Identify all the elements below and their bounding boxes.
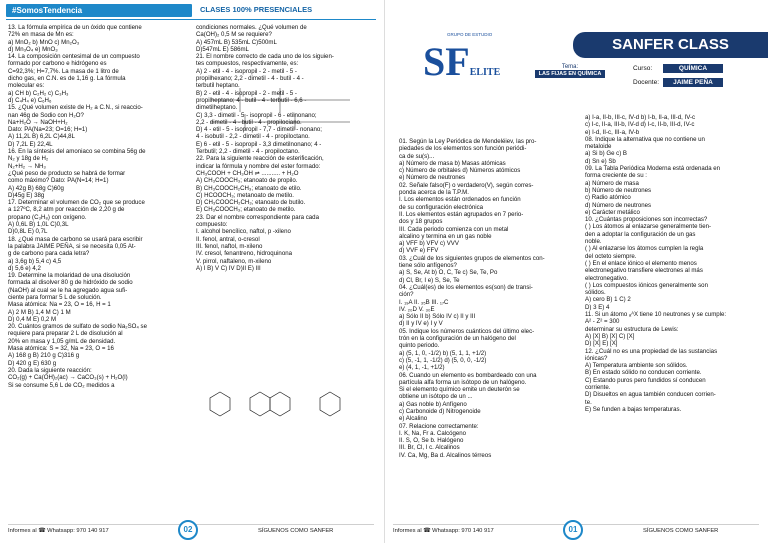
text-line: propilheptano; 4 - butil - 4 - terbutil - 6,6 - xyxy=(196,96,307,104)
text-line: dos y 18 grupos xyxy=(399,218,443,226)
text-line: 02. Señale falso(F) o verdadero(V), según corres- xyxy=(399,181,534,189)
text-line: D) 7,2L E) 22,4L xyxy=(8,140,53,148)
text-line: D)45g E) 38g xyxy=(8,191,45,199)
text-line: 14. La composición centesimal de un compuesto xyxy=(8,53,140,61)
text-line: a) MnO₂ b) MnO c) Mn₂O₃ xyxy=(8,38,80,46)
text-line: del octeto siempre. xyxy=(585,252,637,260)
text-line: III. fenol, naftol, m-xileno xyxy=(196,242,263,250)
text-line: 2,2 - dimetil - 4 - butil - 4 - propilociano. xyxy=(196,118,302,126)
text-line: E) Se funden a bajas temperaturas. xyxy=(585,405,682,413)
text-line: A) cero B) 1 C) 2 xyxy=(585,296,631,304)
text-line: d) Cl, Br, I e) S, Se, Te xyxy=(399,276,460,284)
text-line: CO₂(g) + Ca(OH)₂(ac) → CaCO₃(s) + H₂O(l) xyxy=(8,374,128,382)
text-line: c) I-c, II-a, III-b, IV-d d) I-c, II-b, III-d, IV-c xyxy=(585,121,695,129)
text-line: trón en la configuración de un halógeno del xyxy=(399,335,516,343)
text-line: E) 6 - etil - 5 - isopropil - 3,3 dimetilnonano; 4 - xyxy=(196,140,322,148)
text-line: 04. ¿Cuál(es) de los elementos es(son) de transi- xyxy=(399,283,533,291)
text-line: 13. La fórmula empírica de un óxido que contiene xyxy=(8,24,142,31)
text-line: 09. La Tabla Periódica Moderna está ordenada en xyxy=(585,165,721,173)
text-line: II. Los elementos están agrupados en 7 perio- xyxy=(399,210,524,218)
text-line: propilhexano; 2,2 - dimetil - 4 - butil - 4 - xyxy=(196,75,304,83)
text-line: requiere para preparar 2 L de disolución al xyxy=(8,330,123,338)
text-line: ca de su(s)... xyxy=(399,152,435,160)
right-column-1 xyxy=(399,138,577,459)
text-line: D) 420 g E) 630 g xyxy=(8,359,57,367)
text-line: Ca(OH)₂ 0,5 M se requiere? xyxy=(196,31,272,39)
text-line: IV. cresol, fenantreno, hidroquinona xyxy=(196,250,292,258)
text-line: E) CH₃COOCH₃; etanoato de metilo. xyxy=(196,206,296,214)
text-line: B) CH₃COOCH₂CH₃; etanoato de etilo. xyxy=(196,184,302,192)
page-number: 01 xyxy=(563,520,583,540)
text-line: A) 457mL B) 535mL C)500mL xyxy=(196,38,277,46)
text-line: ción? xyxy=(399,291,414,299)
text-line: a) VFF b) VFV c) VVV xyxy=(399,240,459,248)
left-column-2 xyxy=(196,24,376,272)
text-line: 03. ¿Cuál de los siguientes grupos de elementos con- xyxy=(399,254,545,262)
social-label: SÍGUENOS COMO SANFER xyxy=(643,528,719,534)
text-line: obtiene un isótopo de un ... xyxy=(399,393,473,401)
aromatic-structures-figure xyxy=(200,382,370,432)
text-line: partícula alfa forma un isótopo de un halógeno. xyxy=(399,378,527,386)
whatsapp-info: Informes al ☎ Whatsapp: 970 140 917 xyxy=(8,528,109,534)
text-line: d) VVF e) FFV xyxy=(399,247,439,255)
text-line: 20. Cuántos gramos de sulfato de sodio Na₂SO₄ se xyxy=(8,323,147,331)
text-line: e) Alcalino xyxy=(399,415,428,423)
text-line: IV. ₂₀D V. ₃₀E xyxy=(399,305,435,313)
text-line: ponda acerca de la T.P.M. xyxy=(399,189,469,197)
text-line: la palabra JAIME PEÑA, si se necesita 0,05 At- xyxy=(8,242,136,250)
text-line: 17. Determinar el volumen de CO₂ que se produce xyxy=(8,199,145,207)
right-column-2 xyxy=(585,114,761,413)
text-line: C) HCOOCH₃; metanoato de metilo. xyxy=(196,191,294,199)
text-line: g de carbono para cada letra? xyxy=(8,250,90,258)
text-line: a) I-a, II-b, III-c, IV-d b) I-b, II-a, III-d, IV-c xyxy=(585,114,696,121)
text-line: Masa atómica: S = 32, Na = 23, O = 16 xyxy=(8,345,114,353)
text-line: A) Temperatura ambiente son sólidos. xyxy=(585,362,688,370)
text-line: I. K, Na, Fr a. Calcógeno xyxy=(399,429,467,437)
text-line: CH₃COOH + CH₃OH ⇌ ........... + H₂O xyxy=(196,169,299,177)
text-line: A) I B) V C) IV D)II E) III xyxy=(196,264,261,272)
text-line: formado por carbono e hidrógeno es xyxy=(8,60,107,68)
text-line: e) I-d, II-c, III-a, IV-b xyxy=(585,128,640,136)
text-line: D) 0,4 M E) 0,2 M xyxy=(8,315,57,323)
text-line: 22. Para la siguiente reacción de esterificación, xyxy=(196,155,324,163)
sanfer-class-brand: SANFER CLASS xyxy=(573,32,768,58)
text-line: nan 46g de Sodio con H₂O? xyxy=(8,111,84,119)
text-line: electronegativo. xyxy=(585,274,629,282)
text-line: indicar la fórmula y nombre del ester formado: xyxy=(196,162,321,170)
text-line: I. Los elementos están ordenados en función xyxy=(399,196,521,204)
text-line: c) Número de orbitales d) Números atómicos xyxy=(399,167,521,175)
text-line: terbutil heptano. xyxy=(196,82,240,90)
text-line: A) 2 - etil - 4 - isopropil - 2 - metil - 5 - xyxy=(196,67,297,75)
text-line: Masa atómica: Na = 23, O = 16, H = 1 xyxy=(8,301,111,309)
text-line: iónicas? xyxy=(585,354,608,362)
text-line: a) S, Se, At b) O, C, Te c) Se, Te, Po xyxy=(399,269,498,277)
text-line: d) C₄H₄ e) C₆H₆ xyxy=(8,96,52,104)
text-line: metaloide xyxy=(585,143,612,151)
text-line: 23. Dar el nombre correspondiente para cada xyxy=(196,213,319,221)
text-line: III. Cada periodo comienza con un metal xyxy=(399,225,509,233)
text-line: 15. ¿Qué volumen existe de H₂ a C.N., si reaccio- xyxy=(8,104,143,112)
left-column-1 xyxy=(8,24,186,389)
text-line: 21. El nombre correcto de cada uno de los siguien- xyxy=(196,53,334,61)
text-line: dicho gas, en C.N. es de 1,16 g. La fórmula xyxy=(8,75,126,83)
whatsapp-info: Informes al ☎ Whatsapp: 970 140 917 xyxy=(393,528,494,534)
text-line: V. pirrol, naftaleno, m-xileno xyxy=(196,257,272,265)
text-line: dimetilheptano. xyxy=(196,104,238,112)
text-line: 08. Indique la alternativa que no contiene un xyxy=(585,135,705,143)
text-line: c) (5, -1, 1, -1/2) d) (5, 0, 0, -1/2) xyxy=(399,356,487,364)
text-line: ( ) En el enlace iónico el elemento menos xyxy=(585,259,697,267)
text-line: A) 2 M B) 1,4 M C) 1 M xyxy=(8,308,71,316)
text-line: 20% en masa y 1,05 g/mL de densidad. xyxy=(8,337,116,345)
text-line: 01. Según la Ley Periódica de Mendeléiev, las pro- xyxy=(399,138,537,145)
text-line: b) Número de neutrones xyxy=(585,186,652,194)
text-line: A) 168 g B) 210 g C)316 g xyxy=(8,352,80,360)
text-line: c) Carbonoide d) Nitrogenoide xyxy=(399,407,481,415)
text-line: D)0,8L E) 0,7L xyxy=(8,228,48,236)
clases-presenciales-label: CLASES 100% PRESENCIALES xyxy=(200,5,313,14)
text-line: D) 3 E) 4 xyxy=(585,303,610,311)
text-line: ( ) Al enlazarse los átomos cumplen la regla xyxy=(585,245,704,253)
text-line: A) 11,2L B) 6,2L C)44,8L xyxy=(8,133,75,141)
text-line: 20. Dada la siguiente reacción: xyxy=(8,366,92,374)
text-line: D) Disueltos en agua también conducen corrien- xyxy=(585,391,716,399)
text-line: determinar su estructura de Lewis: xyxy=(585,325,679,333)
text-line: noble. xyxy=(585,238,602,246)
logo-badge: GRUPO DE ESTUDIO xyxy=(447,32,493,37)
text-line: sólidos. xyxy=(585,289,606,297)
text-line: a) Número de masa xyxy=(585,179,639,187)
text-line: a) Si b) Ge c) B xyxy=(585,150,627,158)
text-line: Na+H₂O → NaOH+H₂ xyxy=(8,118,68,126)
text-line: D) [X] E) [X] xyxy=(585,340,618,348)
text-line: 19. Determine la molaridad de una disolución xyxy=(8,272,131,280)
text-line: quinto periodo. xyxy=(399,342,440,350)
text-line: 10. ¿Cuántas proposiciones son incorrectas? xyxy=(585,216,708,224)
text-line: B) 2 - etil - 4 - isopropil - 2 - metil - 5 - xyxy=(196,89,297,97)
text-line: compuesto: xyxy=(196,221,228,229)
text-line: alcalino y termina en un gas noble xyxy=(399,232,492,240)
text-line: C) 3,3 - dimetil - 5 - isopropil - 6 - etilnonano; xyxy=(196,111,317,119)
text-line: D) 4 - etil - 5 - isopropil - 7,7 - dimetil - nonano; xyxy=(196,126,322,134)
text-line: A) 42g B) 68g C)60g xyxy=(8,184,64,192)
text-line: d) 5,6 e) 4,2 xyxy=(8,264,41,272)
somostendencia-tag: #SomosTendencia xyxy=(6,4,192,17)
text-line: de su configuración electrónica xyxy=(399,203,484,211)
text-line: A) 0,6L B) 1,0L C)0,3L xyxy=(8,221,69,229)
text-line: propano (C₃H₈) con oxígeno. xyxy=(8,213,87,221)
text-line: den a adoptar la configuración de un gas xyxy=(585,230,696,238)
text-line: a) 3,6g b) 5,4 c) 4,5 xyxy=(8,257,62,265)
organic-structures-figure xyxy=(200,80,370,130)
text-line: B) En estado sólido no conducen corriente. xyxy=(585,369,702,377)
text-line: ( ) Los átomos al enlazarse generalmente tien- xyxy=(585,223,712,231)
text-line: III. Br, Cl, I c. Alcalinos xyxy=(399,444,460,452)
text-line: te. xyxy=(585,398,592,406)
text-line: d) II y IV e) I y V xyxy=(399,320,443,328)
text-line: I. ₁₉A II. ₃₅B III. ₁₇C xyxy=(399,298,449,306)
text-line: molecular es: xyxy=(8,82,45,90)
text-line: d) Número de neutrones xyxy=(585,201,652,209)
text-line: formada al disolver 80 g de hidróxido de sodio xyxy=(8,279,133,287)
header-divider xyxy=(6,19,376,20)
text-line: Si el elemento químico emite un deuterón se xyxy=(399,386,520,394)
text-line: Dato: PA(Na=23; O=16; H=1) xyxy=(8,126,88,134)
text-line: e) (4, 1, -1, +1/2) xyxy=(399,364,445,372)
text-line: condiciones normales. ¿Qué volumen de xyxy=(196,24,307,31)
text-line: 11. Si un átomo ₐᴬX tiene 10 neutrones y se cumple: xyxy=(585,311,727,319)
text-line: d) Sn e) Sb xyxy=(585,157,616,165)
sf-elite-logo: SFELITE xyxy=(423,39,501,84)
text-line: tiene sólo anfígenos? xyxy=(399,262,457,270)
text-line: D)547mL E) 586mL xyxy=(196,45,249,53)
curso-row: Curso: QUÍMICA xyxy=(633,64,723,73)
text-line: ¿Qué peso de producto se habrá de formar xyxy=(8,169,126,177)
text-line: corriente. xyxy=(585,383,611,391)
text-line: a) CH b) C₂H₂ c) C₃H₃ xyxy=(8,89,69,97)
text-line: 18. ¿Qué masa de carbono se usará para escribir xyxy=(8,235,143,243)
right-header xyxy=(385,0,768,92)
text-line: Si se consume 5,6 L de CO₂ medidos a xyxy=(8,381,115,389)
social-label: SÍGUENOS COMO SANFER xyxy=(258,528,334,534)
text-line: A) CH₃COOCH₃; etanoato de propilo. xyxy=(196,177,298,185)
text-line: a) Gas noble b) Anfígeno xyxy=(399,400,467,408)
text-line: 16. En la síntesis del amoniaco se combina 56g de xyxy=(8,148,146,156)
text-line: a) Número de masa b) Masas atómicas xyxy=(399,159,506,167)
text-line: I. alcohol bencílico, naftol, p -xileno xyxy=(196,228,291,236)
text-line: e) Carácter metálico xyxy=(585,208,640,216)
text-line: tes compuestos, respectivamente, es: xyxy=(196,60,299,68)
text-line: A² - Z² = 300 xyxy=(585,318,620,326)
text-line: a) Sólo II b) Sólo IV c) II y III xyxy=(399,313,476,321)
text-line: 12. ¿Cuál no es una propiedad de las sustancias xyxy=(585,347,718,355)
text-line: (NaOH) al cual se le ha agregado agua sufi- xyxy=(8,286,128,294)
text-line: 72% en masa de Mn es: xyxy=(8,31,74,39)
text-line: 4 - isobutil - 2,2 - dimetil - 4 - propiloctano. xyxy=(196,133,310,141)
text-line: 07. Relacione correctamente: xyxy=(399,422,479,430)
text-line: a) (5, 1, 0, -1/2) b) (5, 1, 1, +1/2) xyxy=(399,349,487,357)
text-line: C) Estando puros pero fundidos sí conducen xyxy=(585,376,706,384)
text-line: ciente para formar 5 L de solución. xyxy=(8,293,102,301)
text-line: a 127ºC, 8,2 atm por reacción de 2,20 g de xyxy=(8,206,125,214)
text-line: 06. Cuando un elemento es bombardeado con una xyxy=(399,371,537,379)
text-line: piedades de los elementos son función periódi- xyxy=(399,145,527,153)
text-line: A) [X] B) [X] C) [X] xyxy=(585,332,635,340)
text-line: como máximo? Dato: PA(N=14; H=1) xyxy=(8,177,109,185)
text-line: e) Número de neutrones xyxy=(399,174,466,182)
text-line: 05. Indique los números cuánticos del último elec- xyxy=(399,327,535,335)
text-line: II. S, O, Se b. Halógeno xyxy=(399,437,464,445)
text-line: ( ) Los compuestos iónicos generalmente son xyxy=(585,281,708,289)
text-line: N₂+H₂ → NH₃ xyxy=(8,162,46,170)
text-line: c) Radio atómico xyxy=(585,194,631,202)
text-line: N₂ y 18g de H₂ xyxy=(8,155,49,163)
text-line: II. fenol, antral, o-cresol xyxy=(196,235,260,243)
docente-row: Docente: JAIME PEÑA xyxy=(633,78,723,87)
text-line: D) CH₃COOCH₂CH₃; etanoato de butilo. xyxy=(196,199,306,207)
text-line: d) Mn₃O₄ e) MnO₃ xyxy=(8,45,58,53)
page-number: 02 xyxy=(178,520,198,540)
text-line: C=92,3%; H=7,7%. La masa de 1 litro de xyxy=(8,67,119,75)
text-line: IV. Ca, Mg, Ba d. Alcalinos térreos xyxy=(399,451,492,459)
text-line: electronegativo transfiere electrones al más xyxy=(585,267,703,275)
text-line: Terbutil; 2,2 - dimetil - 4 - propiloctano. xyxy=(196,148,300,156)
tema-block: Tema: LAS FIJAS EN QUÍMICA xyxy=(535,64,605,78)
right-page xyxy=(385,0,768,543)
text-line: forma creciente de su : xyxy=(585,172,647,180)
